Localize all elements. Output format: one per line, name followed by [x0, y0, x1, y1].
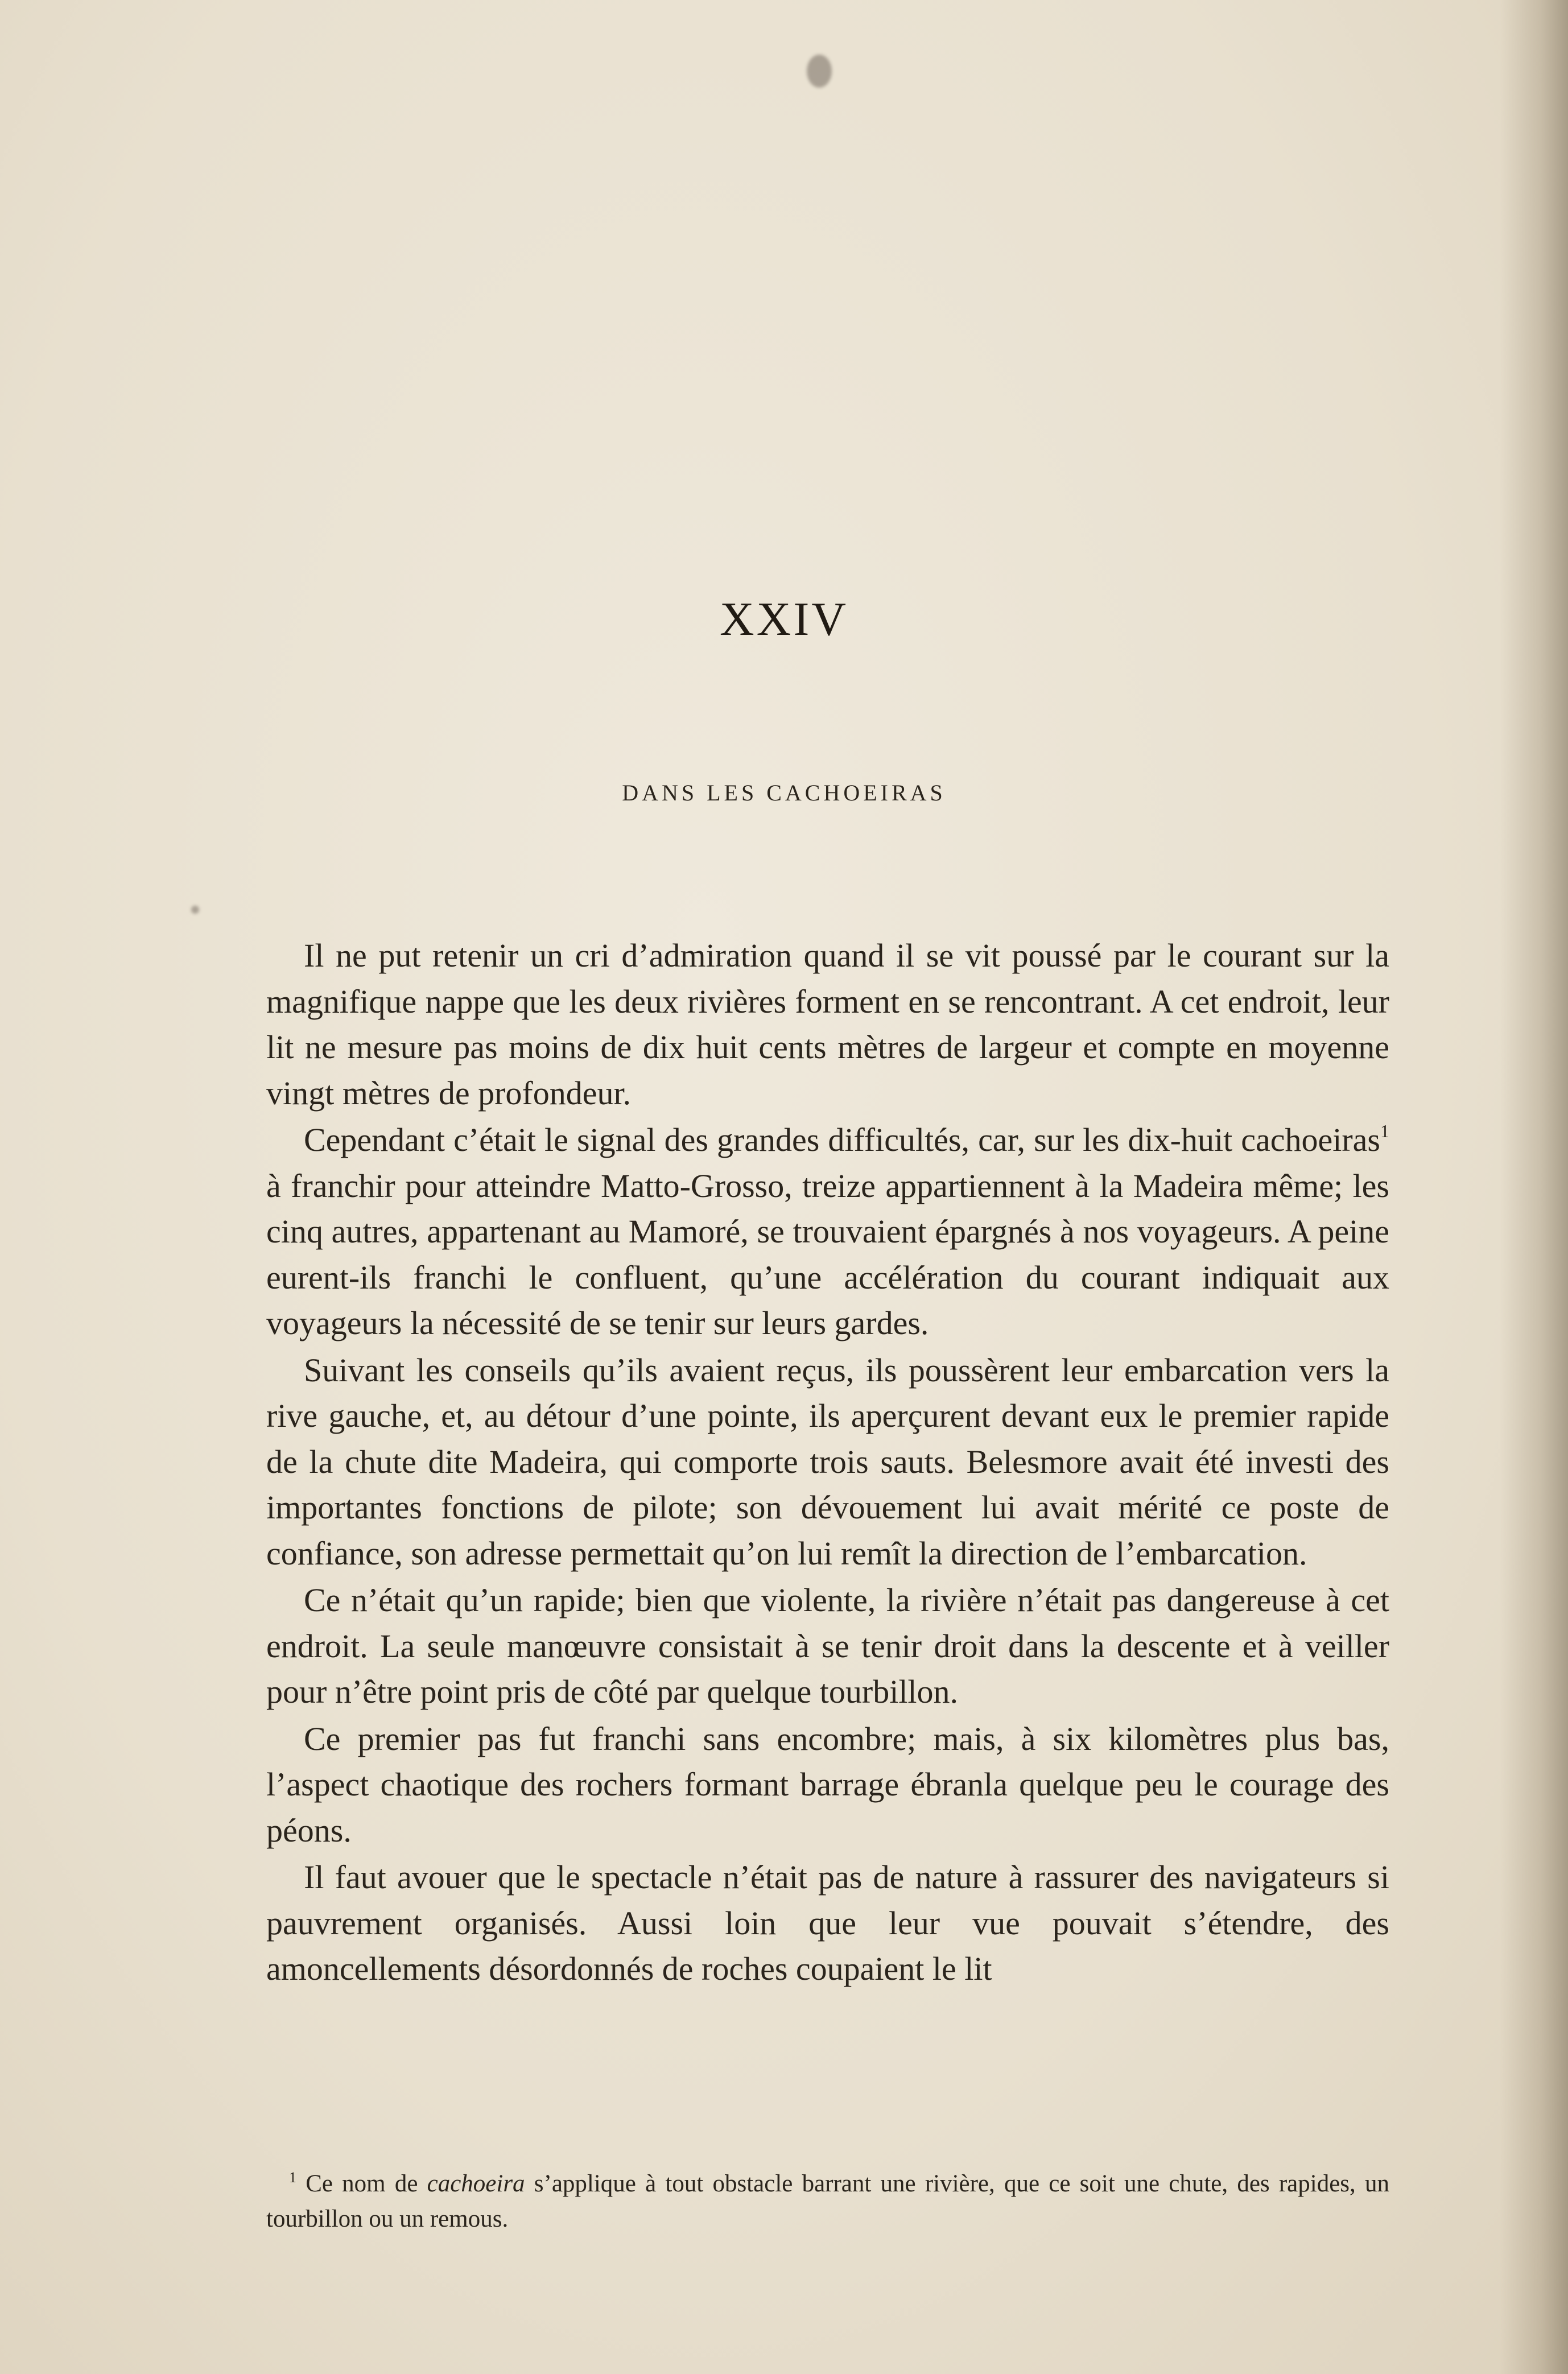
paragraph-text: Cependant c’était le signal des grandes difficultés, car, sur les dix-huit cachoeiras: [304, 1121, 1380, 1158]
footnote: [266, 2166, 1389, 2237]
body-text: [266, 933, 1389, 1992]
chapter-number: XXIV: [720, 593, 848, 646]
paragraph: Ce n’était qu’un rapide; bien que violente, la rivière n’était pas dangereuse à cet endroit. La seule manœuvre consistait à se tenir droit dans la descente et à veiller pour n’être point pris de côté par quelque tourbillon.: [266, 1582, 1389, 1710]
paragraph: Il faut avouer que le spectacle n’était pas de nature à rassurer des navigateurs si pauvrement organisés. Aussi loin que leur vue pouvait s’étendre, des amoncellements désordonnés de roches coupaient le lit: [266, 1859, 1389, 1987]
footnote-text: [266, 2166, 1389, 2237]
paragraph: [266, 1117, 1389, 1347]
page-edge-shadow: [1500, 0, 1568, 2374]
chapter-title: DANS LES CACHOEIRAS: [622, 780, 946, 806]
ink-spot: [807, 55, 832, 88]
paragraph: Suivant les conseils qu’ils avaient reçus, ils poussèrent leur embarcation vers la rive gauche, et, au détour d’une pointe, ils aperçurent devant eux le premier rapide de la chute dite Madeira, qui comporte trois sauts. Belesmore avait été investi des importantes fonctions de pilote; son dévouement lui avait mérité ce poste de confiance, son adresse permettait qu’on lui remît la direction de l’embarcation.: [266, 1351, 1389, 1572]
paragraph: Ce premier pas fut franchi sans encombre; mais, à six kilomètres plus bas, l’aspect chaotique des rochers formant barrage ébranla quelque peu le courage des péons.: [266, 1720, 1389, 1849]
footnote-italic-term: cachoeira: [427, 2170, 525, 2197]
ink-spot: [191, 906, 199, 914]
footnote-text-part: s’applique à tout obstacle barrant une rivière, que ce soit une chute, des rapides, un tourbillon ou un remous.: [266, 2170, 1389, 2232]
paragraph-text: à franchir pour atteindre Matto-Grosso, treize appartiennent à la Madeira même; les cinq autres, appartenant au Mamoré, se trouvaient épargnés à nos voyageurs. A peine eurent-ils franchi le confluent, qu’une accélération du courant indiquait aux voyageurs la nécessité de se tenir sur leurs gardes.: [266, 1167, 1389, 1341]
footnote-text-part: Ce nom de: [296, 2170, 427, 2197]
footnote-marker: 1: [289, 2169, 296, 2186]
paragraph: Il ne put retenir un cri d’admiration quand il se vit poussé par le courant sur la magnifique nappe que les deux rivières forment en se rencontrant. A cet endroit, leur lit ne mesure pas moins de dix huit cents mètres de largeur et compte en moyenne vingt mètres de profondeur.: [266, 937, 1389, 1112]
footnote-reference: 1: [1380, 1121, 1389, 1141]
